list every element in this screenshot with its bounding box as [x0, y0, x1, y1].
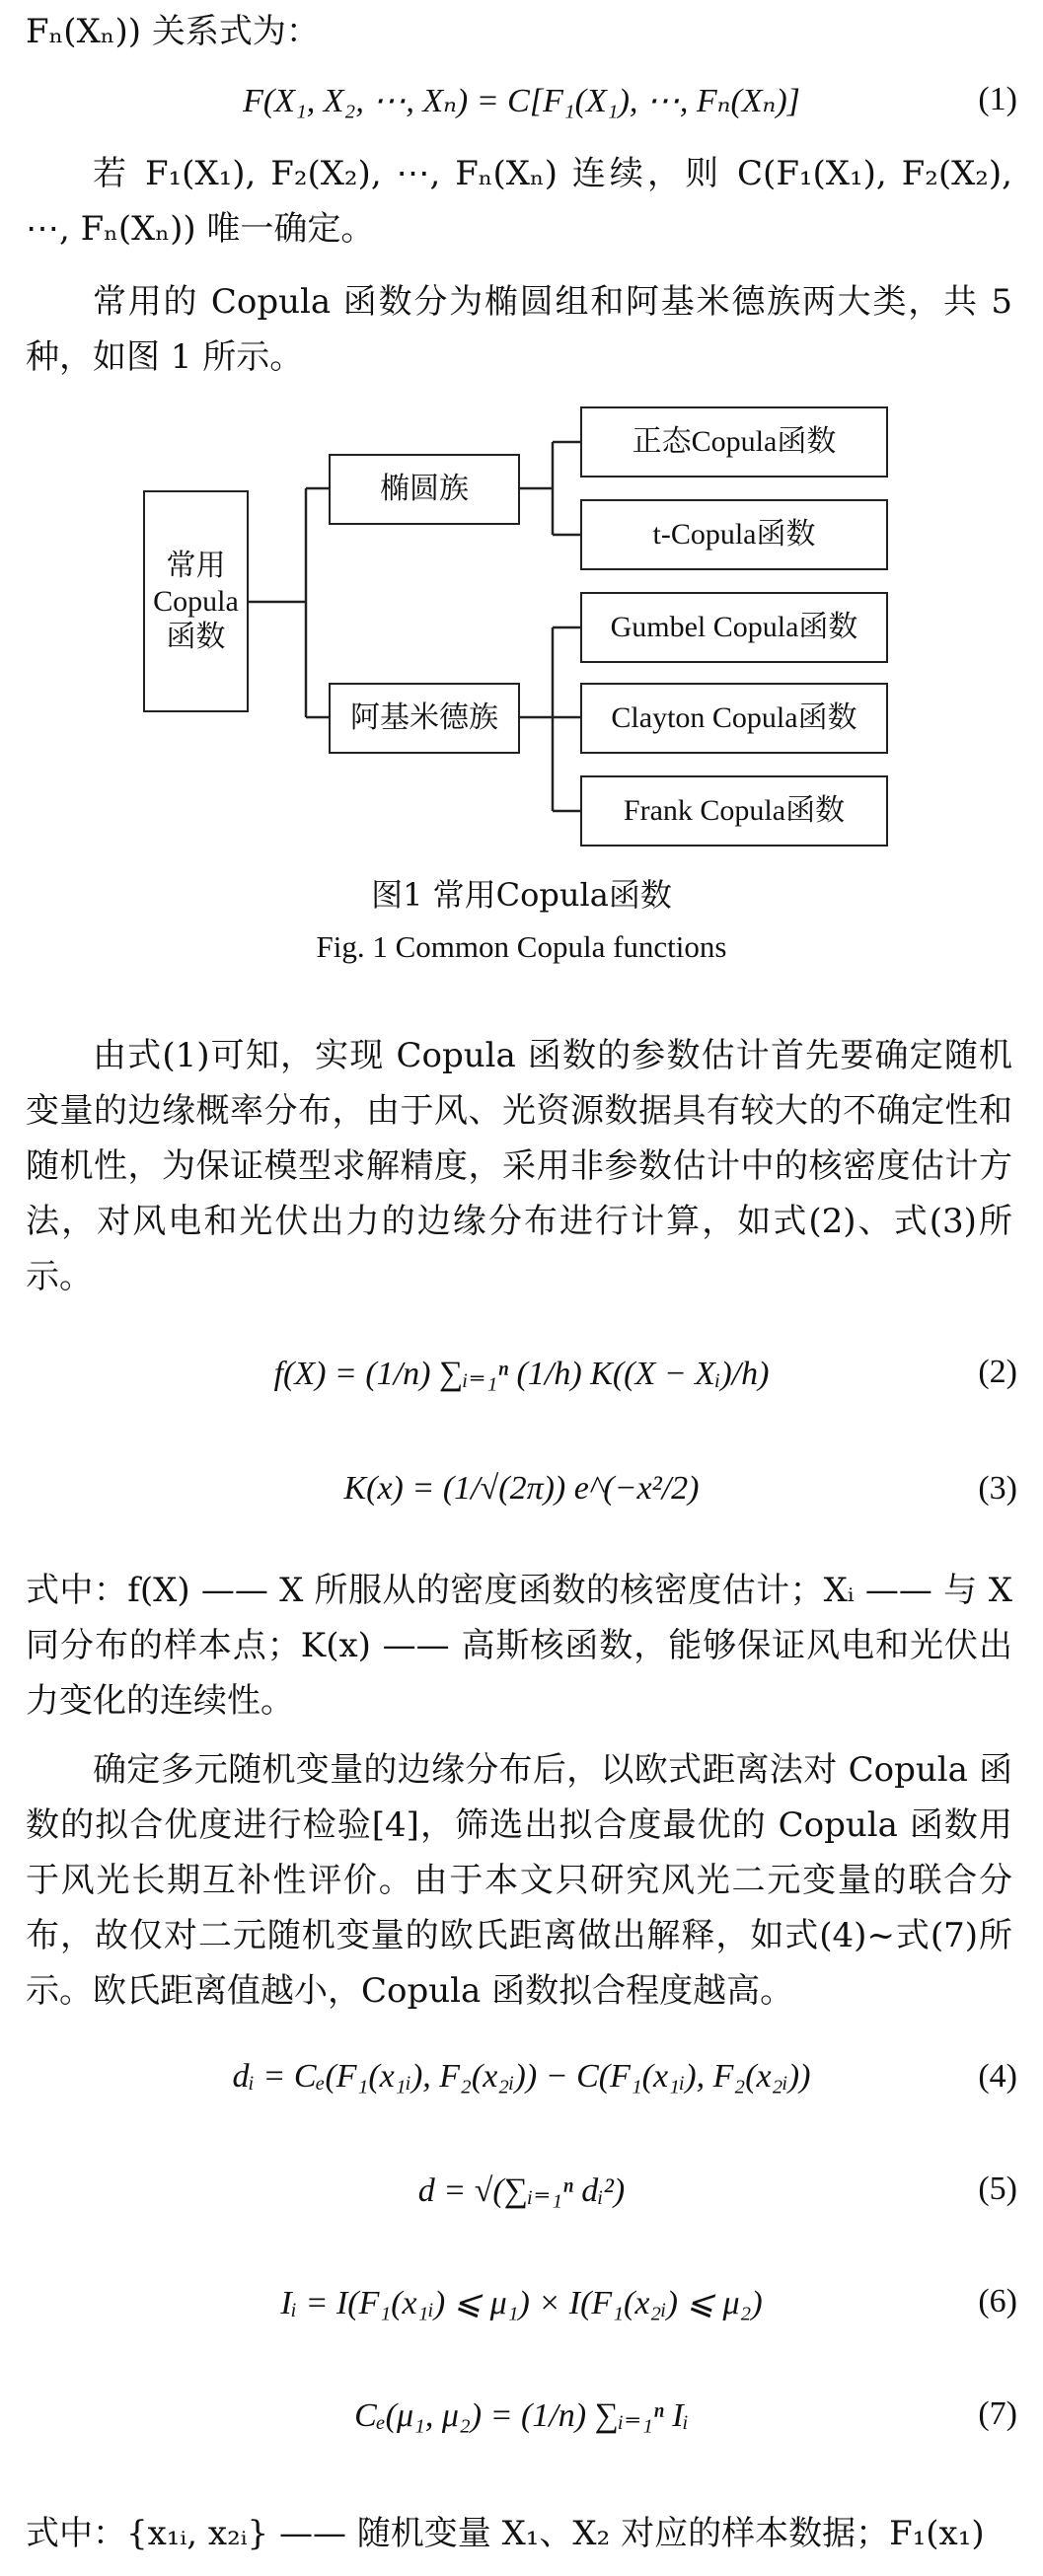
- equation-7-body: Cₑ(μ₁, μ₂) = (1/n) ∑ᵢ₌₁ⁿ Iᵢ: [354, 2397, 689, 2434]
- equation-3: [0, 1470, 1043, 1529]
- equation-5-body: d = √(∑ᵢ₌₁ⁿ dᵢ²): [417, 2172, 626, 2209]
- equation-2: [0, 1354, 1043, 1413]
- paragraph-continuity: 若 F₁(X₁), F₂(X₂), ⋯, Fₙ(Xₙ) 连续，则 C(F₁(X₁), F₂(X₂), ⋯, Fₙ(Xₙ)) 唯一确定。: [26, 154, 1012, 249]
- equation-2-number: (2): [978, 1354, 1017, 1390]
- paragraph-copula-types: 常用的 Copula 函数分为椭圆组和阿基米德族两大类，共 5 种，如图 1 所示。: [26, 282, 1012, 377]
- equation-1-number: (1): [978, 81, 1017, 117]
- paragraph-where-2: 式中：{x₁ᵢ, x₂ᵢ} —— 随机变量 X₁、X₂ 对应的样本数据；F₁(x₁): [26, 2514, 985, 2553]
- paragraph-kernel-density: 由式(1)可知，实现 Copula 函数的参数估计首先要确定随机变量的边缘概率分布，由于风、光资源数据具有较大的不确定性和随机性，为保证模型求解精度，采用非参数估计中的核密度估计方法，对风电和光伏出力的边缘分布进行计算，如式(2)、式(3)所示。: [26, 1036, 1012, 1296]
- figure-caption-en: Fig. 1 Common Copula functions: [316, 929, 727, 964]
- equation-6-body: Iᵢ = I(F₁(x₁ᵢ) ⩽ μ₁) × I(F₁(x₂ᵢ) ⩽ μ₂): [280, 2285, 763, 2321]
- equation-3-number: (3): [978, 1470, 1017, 1507]
- family-node-elliptical: 椭圆族: [329, 454, 520, 525]
- equation-6-number: (6): [978, 2283, 1017, 2319]
- equation-7: [0, 2395, 1043, 2455]
- root-node: 常用Copula函数: [143, 490, 249, 712]
- equation-4-body: dᵢ = Cₑ(F₁(x₁ᵢ), F₂(x₂ᵢ)) − C(F₁(x₁ᵢ), F₂(x₂ᵢ)): [232, 2058, 811, 2095]
- equation-1-body: F(X₁, X₂, ⋯, Xₙ) = C[F₁(X₁), ⋯, Fₙ(Xₙ)]: [243, 83, 800, 119]
- paragraph-euclidean: 确定多元随机变量的边缘分布后，以欧式距离法对 Copula 函数的拟合优度进行检验[4]，筛选出拟合度最优的 Copula 函数用于风光长期互补性评价。由于本文只研究风光二元变量的联合分布，故仅对二元随机变量的欧氏距离做出解释，如式(4)~式(7)所示。欧氏距离值越小，Copula 函数拟合程度越高。: [26, 1750, 1012, 2011]
- equation-7-number: (7): [978, 2395, 1017, 2432]
- figure-caption-cn: 图1 常用Copula函数: [371, 876, 672, 914]
- leaf-node-gumbel: Gumbel Copula函数: [580, 592, 888, 663]
- leaf-node-normal: 正态Copula函数: [580, 406, 888, 478]
- equation-4: [0, 2058, 1043, 2117]
- equation-5: [0, 2171, 1043, 2230]
- equation-3-body: K(x) = (1/√(2π)) e^(−x²/2): [343, 1470, 700, 1507]
- equation-6: [0, 2283, 1043, 2342]
- equation-4-number: (4): [978, 2058, 1017, 2095]
- equation-5-number: (5): [978, 2171, 1017, 2207]
- intro-line: Fₙ(Xₙ)) 关系式为：: [26, 12, 320, 51]
- equation-2-body: f(X) = (1/n) ∑ᵢ₌₁ⁿ (1/h) K((X − Xᵢ)/h): [273, 1356, 770, 1392]
- family-node-archimedean: 阿基米德族: [329, 683, 520, 754]
- leaf-node-frank: Frank Copula函数: [580, 775, 888, 846]
- leaf-node-clayton: Clayton Copula函数: [580, 683, 888, 754]
- leaf-node-t: t-Copula函数: [580, 499, 888, 570]
- paragraph-where-1: 式中：f(X) —— X 所服从的密度函数的核密度估计；Xᵢ —— 与 X 同分布的样本点；K(x) —— 高斯核函数，能够保证风电和光伏出力变化的连续性。: [26, 1571, 1012, 1721]
